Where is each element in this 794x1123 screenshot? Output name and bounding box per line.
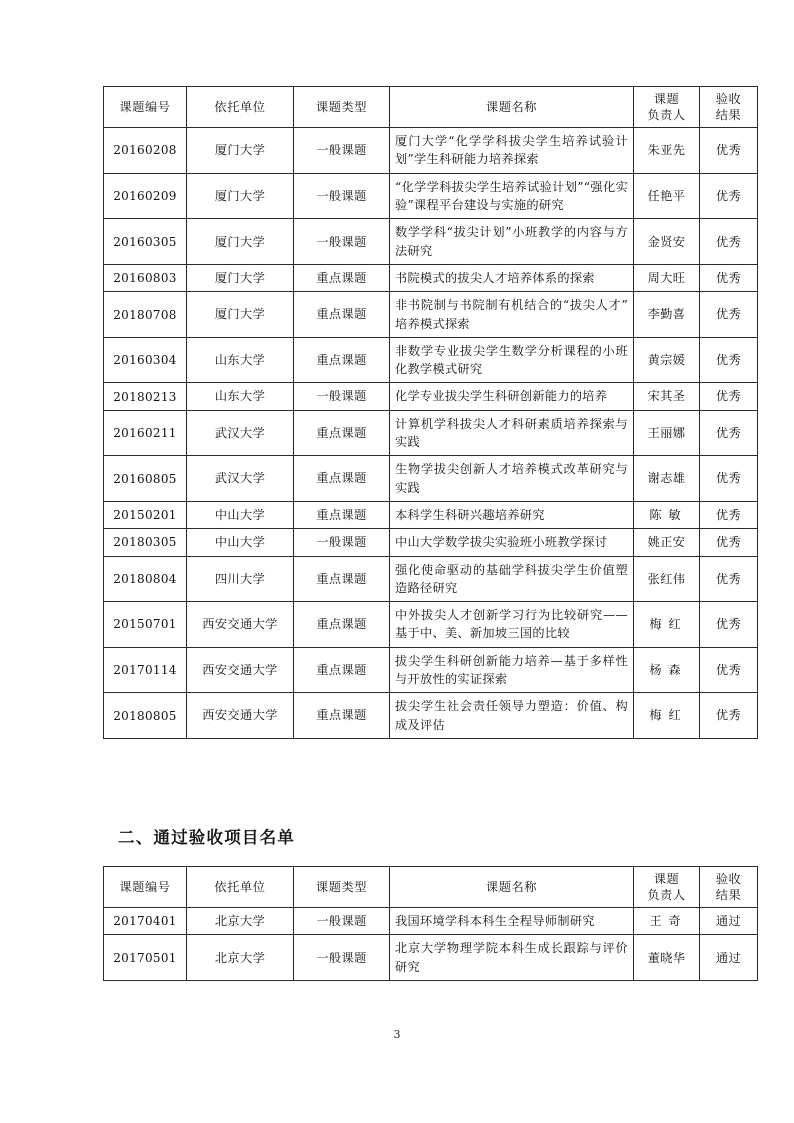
leader-name: 陈敏 <box>649 507 688 522</box>
cell-review-result: 优秀 <box>700 647 758 693</box>
cell-project-id: 20180708 <box>104 292 187 338</box>
cell-project-id: 20160211 <box>104 410 187 456</box>
column-header-leader <box>634 87 700 128</box>
table-row <box>104 264 758 291</box>
cell-host-unit: 厦门大学 <box>187 264 294 291</box>
cell-host-unit: 厦门大学 <box>187 219 294 265</box>
cell-project-title: “化学学科拔尖学生培养试验计划”“强化实验”课程平台建设与实施的研究 <box>390 173 634 219</box>
table-row <box>104 383 758 410</box>
cell-review-result: 优秀 <box>700 173 758 219</box>
column-header-leader-line2: 负责人 <box>647 888 686 903</box>
cell-review-result: 优秀 <box>700 383 758 410</box>
cell-project-type: 重点课题 <box>294 501 390 528</box>
cell-review-result: 优秀 <box>700 602 758 648</box>
leader-name: 梅红 <box>649 617 688 632</box>
table-row <box>104 219 758 265</box>
cell-host-unit: 西安交通大学 <box>187 602 294 648</box>
cell-host-unit: 厦门大学 <box>187 173 294 219</box>
table-header <box>104 867 758 908</box>
cell-project-title: 强化使命驱动的基础学科拔尖学生价值塑造路径研究 <box>390 556 634 602</box>
column-header-leader-line1: 课题 <box>653 92 680 106</box>
cell-host-unit: 中山大学 <box>187 529 294 556</box>
column-header-result-line1: 验收 <box>715 872 742 886</box>
cell-review-result: 优秀 <box>700 292 758 338</box>
cell-project-id: 20160209 <box>104 173 187 219</box>
cell-project-type: 一般课题 <box>294 935 390 981</box>
cell-host-unit: 武汉大学 <box>187 410 294 456</box>
cell-review-result: 优秀 <box>700 456 758 502</box>
column-header-title: 课题名称 <box>390 867 634 908</box>
cell-project-leader: 金贤安 <box>634 219 700 265</box>
cell-project-id: 20180305 <box>104 529 187 556</box>
cell-project-leader: 周大旺 <box>634 264 700 291</box>
cell-project-type: 重点课题 <box>294 456 390 502</box>
table-row <box>104 292 758 338</box>
section-two-heading: 二、通过验收项目名单 <box>118 828 295 847</box>
cell-project-title: 本科学生科研兴趣培养研究 <box>390 501 634 528</box>
cell-review-result: 优秀 <box>700 128 758 174</box>
excellent-projects-table <box>103 86 758 739</box>
cell-review-result: 优秀 <box>700 337 758 383</box>
cell-project-title: 生物学拔尖创新人才培养模式改革研究与实践 <box>390 456 634 502</box>
column-header-type: 课题类型 <box>294 867 390 908</box>
cell-host-unit: 四川大学 <box>187 556 294 602</box>
cell-project-leader: 董晓华 <box>634 935 700 981</box>
cell-host-unit: 北京大学 <box>187 908 294 935</box>
cell-host-unit: 武汉大学 <box>187 456 294 502</box>
page-number: 3 <box>393 1028 401 1041</box>
cell-review-result: 优秀 <box>700 219 758 265</box>
cell-project-id: 20160305 <box>104 219 187 265</box>
cell-project-type: 一般课题 <box>294 383 390 410</box>
cell-project-type: 一般课题 <box>294 128 390 174</box>
table-row <box>104 647 758 693</box>
table-header <box>104 87 758 128</box>
cell-project-type: 重点课题 <box>294 693 390 739</box>
cell-project-leader <box>634 602 700 648</box>
cell-project-title: 计算机学科拔尖人才科研素质培养探索与实践 <box>390 410 634 456</box>
cell-project-leader: 黄宗媛 <box>634 337 700 383</box>
column-header-leader <box>634 867 700 908</box>
cell-project-title: 拔尖学生社会责任领导力塑造：价值、构成及评估 <box>390 693 634 739</box>
cell-project-title: 拔尖学生科研创新能力培养—基于多样性与开放性的实证探索 <box>390 647 634 693</box>
column-header-title: 课题名称 <box>390 87 634 128</box>
cell-project-id: 20160805 <box>104 456 187 502</box>
table-header-row <box>104 87 758 128</box>
table-row <box>104 935 758 981</box>
cell-project-id: 20160803 <box>104 264 187 291</box>
leader-name: 杨森 <box>649 662 688 677</box>
table-body <box>104 908 758 981</box>
column-header-result <box>700 87 758 128</box>
cell-project-type: 重点课题 <box>294 292 390 338</box>
cell-review-result: 优秀 <box>700 410 758 456</box>
column-header-leader-line1: 课题 <box>653 872 680 886</box>
cell-project-type: 一般课题 <box>294 219 390 265</box>
cell-project-leader: 王丽娜 <box>634 410 700 456</box>
table-row <box>104 410 758 456</box>
cell-project-leader <box>634 693 700 739</box>
cell-project-title: 中外拔尖人才创新学习行为比较研究——基于中、美、新加坡三国的比较 <box>390 602 634 648</box>
table-header-row <box>104 867 758 908</box>
cell-review-result: 优秀 <box>700 501 758 528</box>
cell-project-type: 重点课题 <box>294 337 390 383</box>
cell-review-result: 优秀 <box>700 529 758 556</box>
cell-host-unit: 厦门大学 <box>187 292 294 338</box>
table-row <box>104 337 758 383</box>
cell-project-title: 数学学科“拔尖计划”小班教学的内容与方法研究 <box>390 219 634 265</box>
cell-review-result: 优秀 <box>700 264 758 291</box>
cell-review-result: 通过 <box>700 908 758 935</box>
column-header-result-line2: 结果 <box>715 888 742 903</box>
column-header-result <box>700 867 758 908</box>
cell-project-type: 重点课题 <box>294 556 390 602</box>
cell-project-type: 一般课题 <box>294 908 390 935</box>
cell-project-title: 化学专业拔尖学生科研创新能力的培养 <box>390 383 634 410</box>
cell-project-id: 20180805 <box>104 693 187 739</box>
cell-review-result: 优秀 <box>700 556 758 602</box>
cell-project-id: 20170114 <box>104 647 187 693</box>
cell-project-title: 北京大学物理学院本科生成长跟踪与评价研究 <box>390 935 634 981</box>
cell-project-title: 非书院制与书院制有机结合的“拔尖人才”培养模式探索 <box>390 292 634 338</box>
cell-project-type: 一般课题 <box>294 529 390 556</box>
cell-project-leader <box>634 501 700 528</box>
cell-project-id: 20150201 <box>104 501 187 528</box>
leader-name: 王奇 <box>649 914 688 929</box>
table-row <box>104 908 758 935</box>
cell-project-type: 一般课题 <box>294 173 390 219</box>
column-header-id: 课题编号 <box>104 867 187 908</box>
cell-project-title: 书院模式的拔尖人才培养体系的探索 <box>390 264 634 291</box>
cell-project-leader <box>634 908 700 935</box>
cell-project-leader: 张红伟 <box>634 556 700 602</box>
column-header-result-line2: 结果 <box>715 108 742 123</box>
cell-project-id: 20170401 <box>104 908 187 935</box>
cell-host-unit: 中山大学 <box>187 501 294 528</box>
cell-host-unit: 山东大学 <box>187 337 294 383</box>
table-row <box>104 456 758 502</box>
cell-project-id: 20180213 <box>104 383 187 410</box>
table-row <box>104 128 758 174</box>
table-body <box>104 128 758 739</box>
table-row <box>104 602 758 648</box>
cell-project-leader: 任艳平 <box>634 173 700 219</box>
cell-project-id: 20180804 <box>104 556 187 602</box>
cell-host-unit: 西安交通大学 <box>187 693 294 739</box>
cell-project-leader: 朱亚先 <box>634 128 700 174</box>
column-header-result-line1: 验收 <box>715 92 742 106</box>
column-header-unit: 依托单位 <box>187 867 294 908</box>
cell-project-id: 20150701 <box>104 602 187 648</box>
cell-project-id: 20160208 <box>104 128 187 174</box>
cell-project-title: 非数学专业拔尖学生数学分析课程的小班化教学模式研究 <box>390 337 634 383</box>
cell-project-leader: 姚正安 <box>634 529 700 556</box>
cell-host-unit: 西安交通大学 <box>187 647 294 693</box>
cell-project-type: 重点课题 <box>294 410 390 456</box>
cell-project-id: 20170501 <box>104 935 187 981</box>
cell-project-leader: 谢志雄 <box>634 456 700 502</box>
column-header-unit: 依托单位 <box>187 87 294 128</box>
column-header-type: 课题类型 <box>294 87 390 128</box>
cell-host-unit: 山东大学 <box>187 383 294 410</box>
cell-project-title: 中山大学数学拔尖实验班小班教学探讨 <box>390 529 634 556</box>
cell-host-unit: 北京大学 <box>187 935 294 981</box>
cell-review-result: 通过 <box>700 935 758 981</box>
column-header-leader-line2: 负责人 <box>647 108 686 123</box>
cell-project-type: 重点课题 <box>294 647 390 693</box>
table-row <box>104 529 758 556</box>
table-row <box>104 173 758 219</box>
leader-name: 梅红 <box>649 708 688 723</box>
passed-projects-table <box>103 866 758 981</box>
cell-project-type: 重点课题 <box>294 602 390 648</box>
cell-project-title: 厦门大学“化学学科拔尖学生培养试验计划”学生科研能力培养探索 <box>390 128 634 174</box>
cell-project-title: 我国环境学科本科生全程导师制研究 <box>390 908 634 935</box>
table-row <box>104 501 758 528</box>
cell-host-unit: 厦门大学 <box>187 128 294 174</box>
cell-project-id: 20160304 <box>104 337 187 383</box>
column-header-id: 课题编号 <box>104 87 187 128</box>
cell-review-result: 优秀 <box>700 693 758 739</box>
cell-project-leader <box>634 647 700 693</box>
table-row <box>104 556 758 602</box>
cell-project-type: 重点课题 <box>294 264 390 291</box>
cell-project-leader: 宋其圣 <box>634 383 700 410</box>
table-row <box>104 693 758 739</box>
cell-project-leader: 李勤喜 <box>634 292 700 338</box>
